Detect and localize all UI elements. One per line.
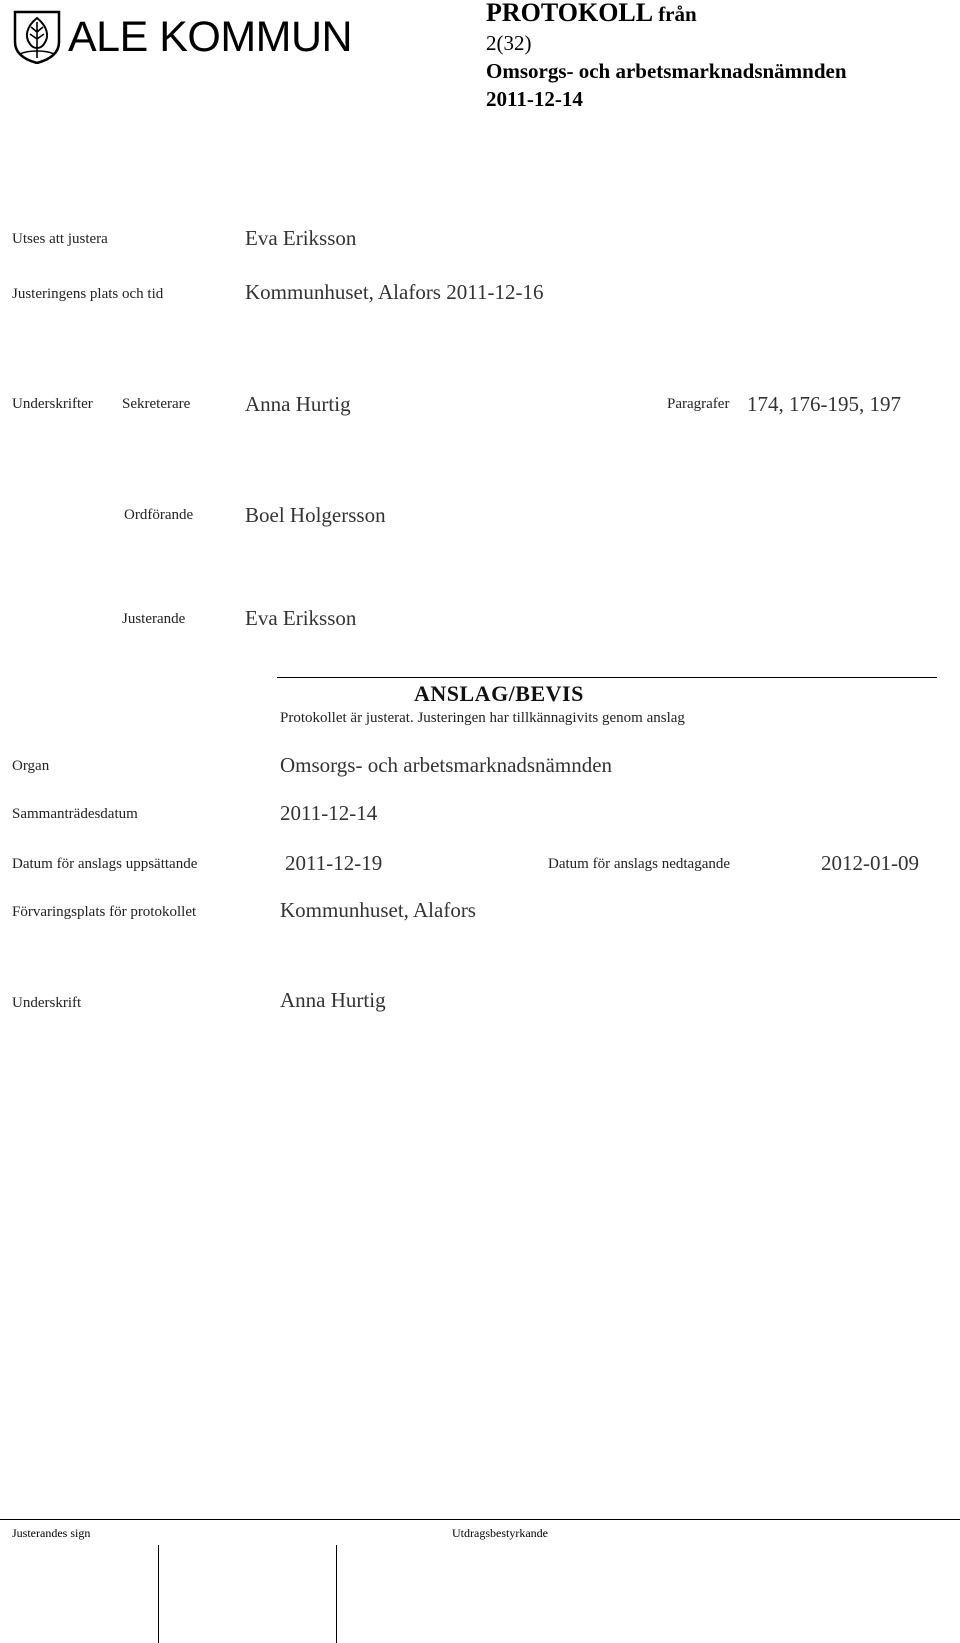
plats-label: Justeringens plats och tid <box>12 286 164 302</box>
document-title <box>486 0 697 29</box>
plats-value: Kommunhuset, Alafors 2011-12-16 <box>245 280 544 304</box>
doc-title-main: PROTOKOLL <box>486 0 652 27</box>
utses-value: Eva Eriksson <box>245 226 357 250</box>
anslag-divider <box>277 677 937 678</box>
ordforande-label: Ordförande <box>124 507 194 523</box>
header-date: 2011-12-14 <box>486 87 583 111</box>
org-name: ALE KOMMUN <box>68 13 353 61</box>
forvaring-value: Kommunhuset, Alafors <box>280 898 476 922</box>
utses-label: Utses att justera <box>12 231 108 247</box>
anslag-title: ANSLAG/BEVIS <box>414 681 584 706</box>
underskrifter-label: Underskrifter <box>12 396 93 412</box>
utdragsbestyrkande-label: Utdragsbestyrkande <box>452 1526 548 1540</box>
justerande-label: Justerande <box>122 611 186 627</box>
ordforande-name: Boel Holgersson <box>245 503 386 527</box>
justerande-name: Eva Eriksson <box>245 606 357 630</box>
doc-title-suffix: från <box>658 2 697 26</box>
underskrift-value: Anna Hurtig <box>280 988 386 1012</box>
paragrafer-label: Paragrafer <box>667 396 730 412</box>
sammantrade-label: Sammanträdesdatum <box>12 806 138 822</box>
header-board: Omsorgs- och arbetsmarknadsnämnden <box>486 59 847 83</box>
page-number: 2(32) <box>486 31 532 55</box>
sekreterare-label: Sekreterare <box>122 396 191 412</box>
underskrift-label: Underskrift <box>12 995 82 1011</box>
footer-divider <box>0 1519 960 1520</box>
anslag-note: Protokollet är justerat. Justeringen har tillkännagivits genom anslag <box>280 710 685 726</box>
paragrafer-value: 174, 176-195, 197 <box>747 392 901 416</box>
ale-kommun-emblem-icon <box>12 10 62 64</box>
nedtagande-label: Datum för anslags nedtagande <box>548 856 731 872</box>
justerandes-sign-label: Justerandes sign <box>12 1526 91 1540</box>
sekreterare-name: Anna Hurtig <box>245 392 351 416</box>
sign-box-divider <box>336 1545 337 1643</box>
organ-value: Omsorgs- och arbetsmarknadsnämnden <box>280 753 613 777</box>
uppsattande-label: Datum för anslags uppsättande <box>12 856 198 872</box>
forvaring-label: Förvaringsplats för protokollet <box>12 904 197 920</box>
sammantrade-value: 2011-12-14 <box>280 801 378 825</box>
organ-label: Organ <box>12 758 50 774</box>
sign-box-divider <box>158 1545 159 1643</box>
uppsattande-value: 2011-12-19 <box>285 851 383 875</box>
nedtagande-value: 2012-01-09 <box>821 851 919 875</box>
